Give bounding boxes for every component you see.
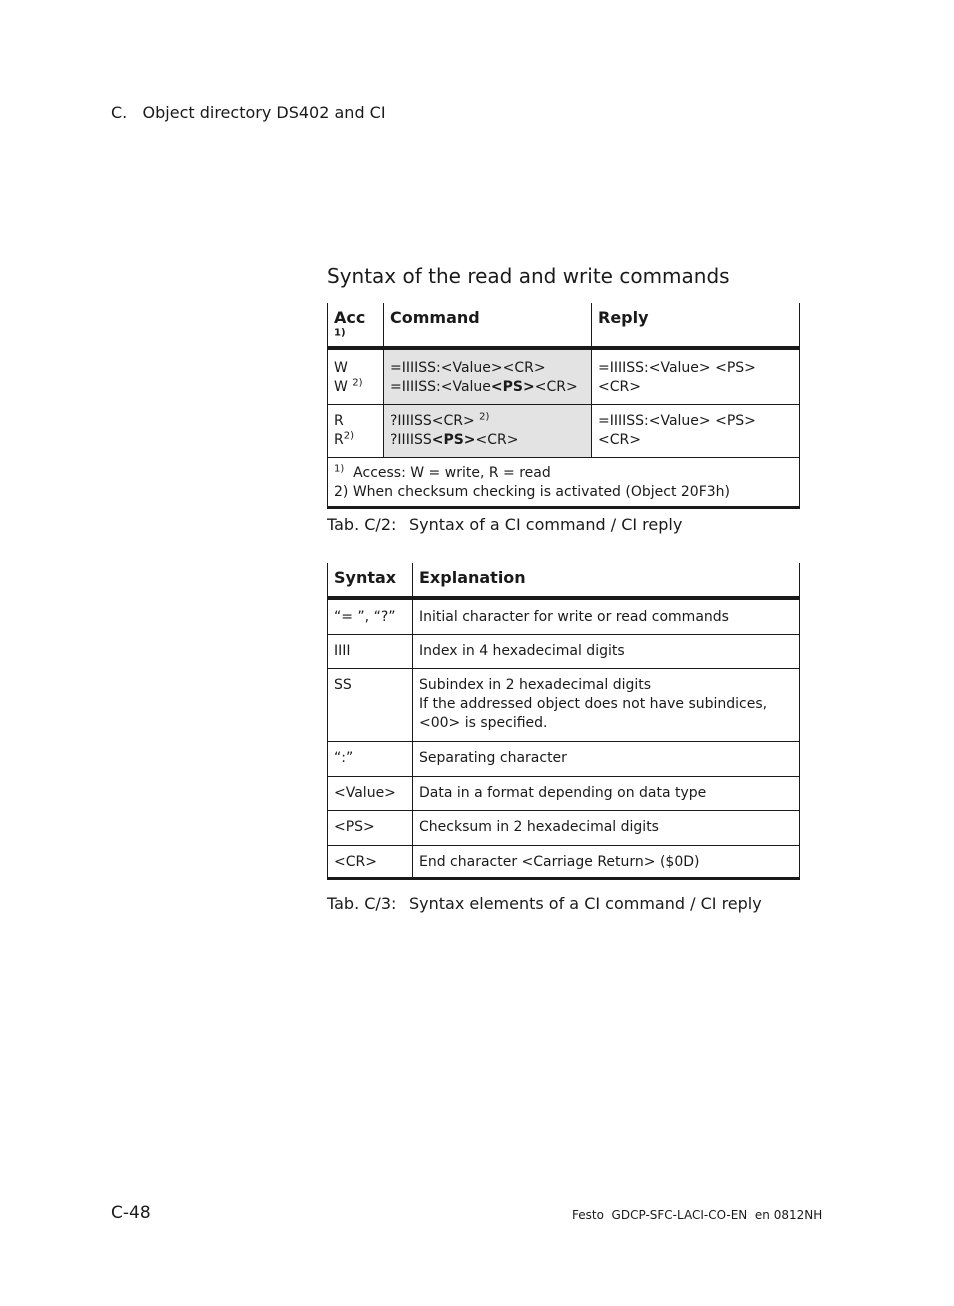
syntax-cell: IIII xyxy=(328,634,413,668)
command-syntax-table xyxy=(327,303,800,509)
reply-cell: =IIIISS:<Value> <PS> <CR> xyxy=(592,348,800,404)
table-header-row xyxy=(328,303,800,348)
section-title: Syntax of the read and write commands xyxy=(327,264,730,288)
reply-cell: =IIIISS:<Value> <PS> <CR> xyxy=(592,404,800,457)
explanation-cell: End character <Carriage Return> ($0D) xyxy=(413,845,800,878)
explanation-cell: Subindex in 2 hexadecimal digits If the addressed object does not have subindices, <00> is specified. xyxy=(413,668,800,741)
acc-cell: R $R^{2)}$ xyxy=(328,404,384,457)
page-number: C-48 xyxy=(111,1203,151,1223)
syntax-elements-table xyxy=(327,563,800,880)
table-row xyxy=(328,634,800,668)
table-header-row xyxy=(328,563,800,598)
table-row xyxy=(328,404,800,457)
syntax-cell: SS xyxy=(328,668,413,741)
syntax-cell: <Value> xyxy=(328,776,413,810)
command-cell: =IIIISS:<Value><CR> =IIIISS:<Value<PS><CR> xyxy=(384,348,592,404)
explanation-cell: Index in 4 hexadecimal digits xyxy=(413,634,800,668)
syntax-cell: <CR> xyxy=(328,845,413,878)
table-row xyxy=(328,810,800,845)
document-id: Festo GDCP-SFC-LACI-CO-EN en 0812NH xyxy=(572,1208,823,1222)
table-row xyxy=(328,776,800,810)
table-row xyxy=(328,668,800,741)
table-caption: Tab. C/3: Syntax elements of a CI command / CI reply xyxy=(327,894,762,913)
footnote-row xyxy=(328,457,800,507)
table-row xyxy=(328,348,800,404)
explanation-cell: Checksum in 2 hexadecimal digits xyxy=(413,810,800,845)
chapter-title: Object directory DS402 and CI xyxy=(142,103,386,122)
acc-cell: W W $^{2)}$ xyxy=(328,348,384,404)
table-caption: Tab. C/2: Syntax of a CI command / CI reply xyxy=(327,515,683,534)
header-command: Command xyxy=(384,303,592,348)
table-row xyxy=(328,845,800,878)
running-header xyxy=(111,103,386,122)
explanation-cell: Data in a format depending on data type xyxy=(413,776,800,810)
command-cell: ?IIIISS<CR> $^{2)}$ ?IIIISS<PS><CR> xyxy=(384,404,592,457)
explanation-cell: Initial character for write or read commands xyxy=(413,598,800,634)
table-row xyxy=(328,598,800,634)
header-reply: Reply xyxy=(592,303,800,348)
header-syntax: Syntax xyxy=(328,563,413,598)
explanation-cell: Separating character xyxy=(413,741,800,776)
syntax-cell: <PS> xyxy=(328,810,413,845)
header-explanation: Explanation xyxy=(413,563,800,598)
chapter-letter: C. xyxy=(111,103,128,122)
syntax-cell: “= ”, “?” xyxy=(328,598,413,634)
table-row xyxy=(328,741,800,776)
footnote-cell: $^{1)}$ Access: W = write, R = read 2) When checksum checking is activated (Object 20F3h) xyxy=(328,457,800,507)
header-acc: Acc $^{1)}$ xyxy=(328,303,384,348)
syntax-cell: “:” xyxy=(328,741,413,776)
